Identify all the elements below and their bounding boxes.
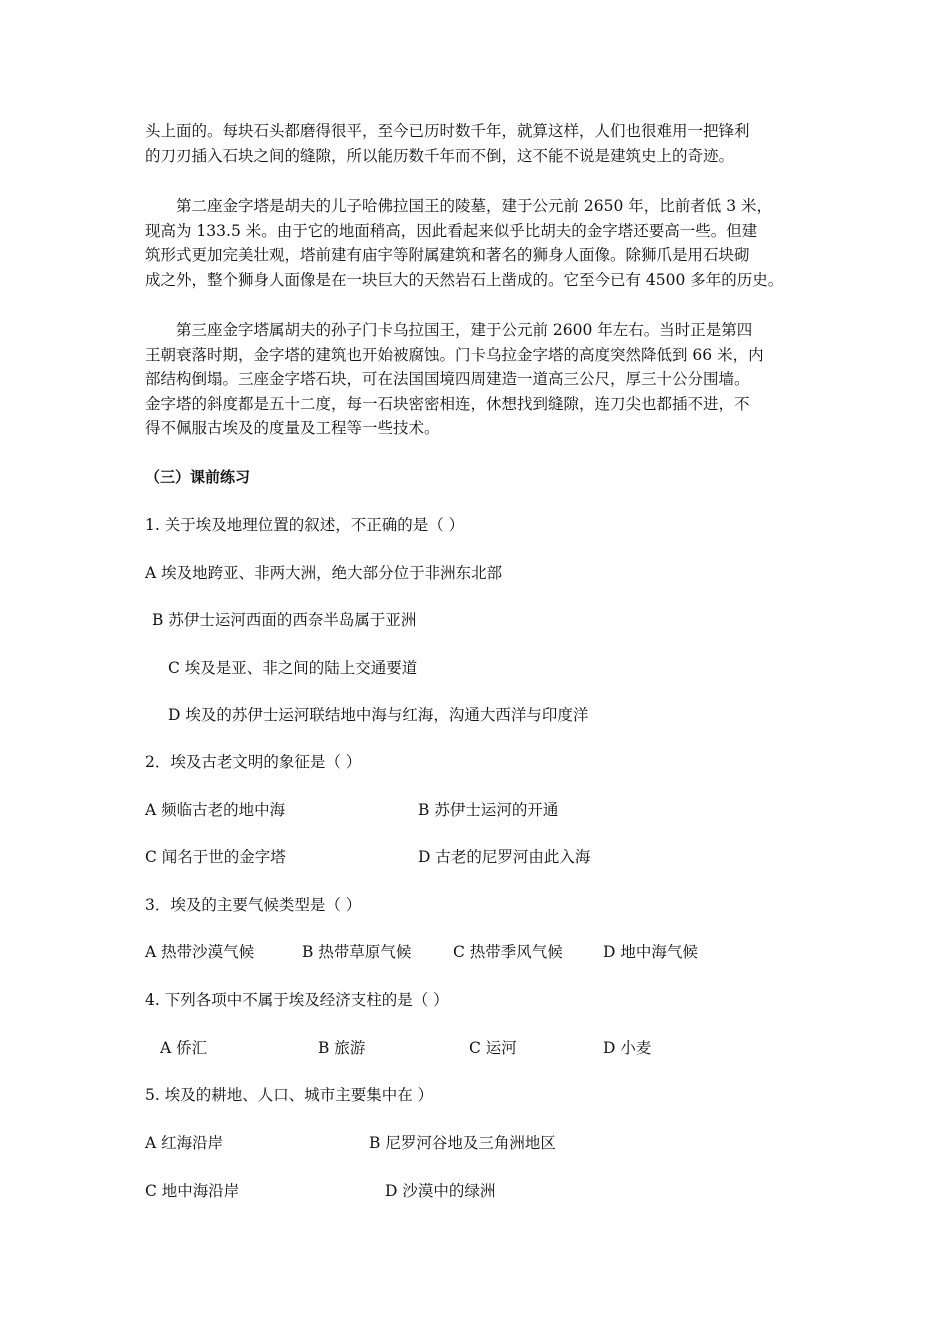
question-1-option-c: C 埃及是亚、非之间的陆上交通要道: [168, 659, 418, 677]
question-1-stem: 1. 关于埃及地理位置的叙述，不正确的是（ ）: [145, 516, 465, 534]
question-2-option-a: A 频临古老的地中海: [145, 801, 286, 819]
question-1-option-b: B 苏伊士运河西面的西奈半岛属于亚洲: [152, 611, 417, 629]
passage-line: 筑形式更加完美壮观，塔前建有庙宇等附属建筑和著名的狮身人面像。除狮爪是用石块砌: [145, 246, 750, 265]
question-5-option-d: D 沙漠中的绿洲: [385, 1182, 496, 1200]
question-3-option-c: C 热带季风气候: [453, 943, 563, 961]
question-2-option-c: C 闻名于世的金字塔: [145, 848, 286, 866]
question-1-option-a: A 埃及地跨亚、非两大洲，绝大部分位于非洲东北部: [145, 564, 503, 582]
question-5-stem: 5. 埃及的耕地、人口、城市主要集中在 ）: [145, 1086, 434, 1104]
question-2-option-b: B 苏伊士运河的开通: [418, 801, 559, 819]
passage-line: 部结构倒塌。三座金字塔石块，可在法国国境四周建造一道高三公尺，厚三十公分围墙。: [145, 370, 750, 389]
passage-line: 的刀刃插入石块之间的缝隙，所以能历数千年而不倒，这不能不说是建筑史上的奇迹。: [145, 146, 735, 165]
question-4-stem: 4. 下列各项中不属于埃及经济支柱的是（ ）: [145, 991, 449, 1009]
question-5-option-c: C 地中海沿岸: [145, 1182, 240, 1200]
question-1-option-d: D 埃及的苏伊士运河联结地中海与红海，沟通大西洋与印度洋: [168, 706, 589, 724]
passage-paragraph-3: [145, 318, 825, 441]
question-5-option-b: B 尼罗河谷地及三角洲地区: [369, 1134, 556, 1152]
passage-paragraph-2: [145, 194, 825, 292]
question-3-stem: 3．埃及的主要气候类型是（ ）: [145, 896, 362, 914]
question-2-stem: 2．埃及古老文明的象征是（ ）: [145, 753, 362, 771]
passage-line: 第二座金字塔是胡夫的儿子哈佛拉国王的陵墓，建于公元前 2650 年，比前者低 3 米，: [145, 197, 773, 215]
question-3-option-b: B 热带草原气候: [302, 943, 412, 961]
passage-line: 头上面的。每块石头都磨得很平，至今已历时数千年，就算这样，人们也很难用一把锋利: [145, 122, 750, 140]
question-5-option-a: A 红海沿岸: [145, 1134, 224, 1152]
question-4-option-b: B 旅游: [318, 1039, 366, 1057]
passage-line: 现高为 133.5 米。由于它的地面稍高，因此看起来似乎比胡夫的金字塔还要高一些。但建: [145, 221, 758, 240]
question-4-option-c: C 运河: [469, 1039, 517, 1057]
passage-line: 得不佩服古埃及的度量及工程等一些技术。: [145, 419, 440, 438]
question-4-option-d: D 小麦: [603, 1039, 652, 1057]
question-4-option-a: A 侨汇: [160, 1039, 208, 1057]
passage-paragraph-1: [145, 119, 825, 168]
passage-line: 第三座金字塔属胡夫的孙子门卡乌拉国王，建于公元前 2600 年左右。当时正是第四: [145, 321, 753, 339]
passage-line: 成之外，整个狮身人面像是在一块巨大的天然岩石上凿成的。它至今已有 4500 多年的历史。: [145, 270, 784, 289]
question-3-option-d: D 地中海气候: [603, 943, 698, 961]
section-heading: （三）课前练习: [145, 468, 251, 486]
passage-line: 金字塔的斜度都是五十二度，每一石块密密相连，休想找到缝隙，连刀尖也都插不进，不: [145, 394, 750, 413]
question-2-option-d: D 古老的尼罗河由此入海: [418, 848, 591, 866]
question-3-option-a: A 热带沙漠气候: [145, 943, 255, 961]
passage-line: 王朝衰落时期，金字塔的建筑也开始被腐蚀。门卡乌拉金字塔的高度突然降低到 66 米，内: [145, 345, 764, 364]
